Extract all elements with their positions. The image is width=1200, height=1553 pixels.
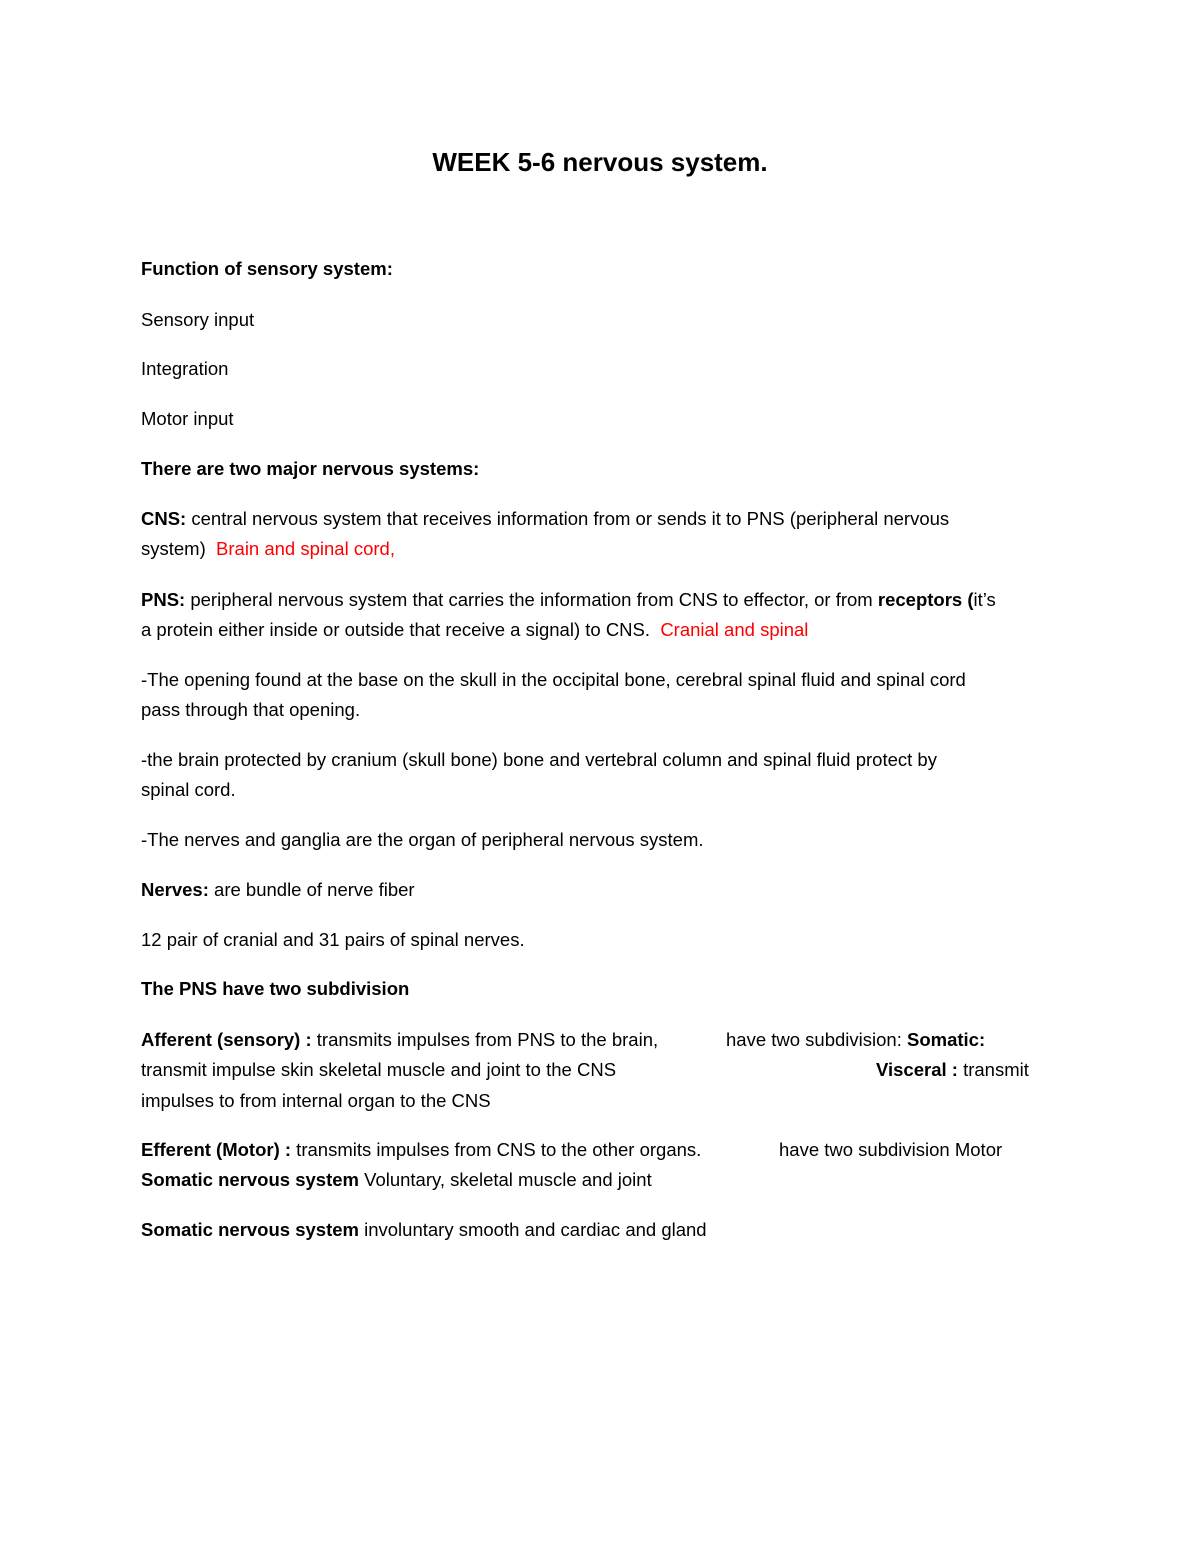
opening-paragraph-line: pass through that opening. (141, 699, 361, 720)
somatic-system-term: Somatic nervous system (141, 1169, 359, 1190)
nerves-paragraph (141, 875, 415, 905)
pairs-paragraph: 12 pair of cranial and 31 pairs of spinal nerves. (141, 929, 525, 950)
efferent-text: transmits impulses from CNS to the other organs. (291, 1139, 702, 1160)
organs-paragraph: -The nerves and ganglia are the organ of peripheral nervous system. (141, 829, 704, 850)
sensory-item: Sensory input (141, 309, 255, 330)
cns-term: CNS: (141, 508, 187, 529)
pns-text: peripheral nervous system that carries the information from CNS to effector, or from (185, 589, 878, 610)
afferent-text: transmits impulses from PNS to the brain, (311, 1029, 659, 1050)
efferent-paragraph-line (141, 1135, 701, 1165)
visceral-term: Visceral : (876, 1059, 958, 1080)
afferent-term: Afferent (sensory) : (141, 1029, 312, 1050)
cns-text: central nervous system that receives information from or sends it to PNS (peripheral nervous (186, 508, 950, 529)
pns-subdivision-heading: The PNS have two subdivision (141, 978, 410, 999)
pns-text: a protein either inside or outside that receive a signal) to CNS. (141, 619, 651, 640)
pns-highlight: Cranial and spinal (660, 619, 809, 640)
afferent-paragraph-line: impulses to from internal organ to the CNS (141, 1090, 491, 1111)
pns-paragraph-line (141, 585, 996, 615)
cns-paragraph-line (141, 504, 949, 534)
efferent-term: Efferent (Motor) : (141, 1139, 292, 1160)
afferent-sub: have two subdivision: (726, 1029, 907, 1050)
visceral-text: transmit (957, 1059, 1029, 1080)
somatic-term: Somatic: (907, 1029, 986, 1050)
afferent-paragraph-line (726, 1025, 985, 1055)
afferent-paragraph-line (876, 1055, 1029, 1085)
protected-paragraph-line: -the brain protected by cranium (skull bone) bone and vertebral column and spinal fluid protect by (141, 749, 937, 770)
somatic-paragraph (141, 1215, 707, 1245)
pns-text: it’s (973, 589, 996, 610)
cns-paragraph-line (141, 534, 395, 564)
nerves-term: Nerves: (141, 879, 209, 900)
somatic-system-term: Somatic nervous system (141, 1219, 359, 1240)
opening-paragraph-line: -The opening found at the base on the skull in the occipital bone, cerebral spinal fluid and spinal cord (141, 669, 966, 690)
sensory-item: Integration (141, 358, 229, 379)
major-heading: There are two major nervous systems: (141, 458, 480, 479)
protected-paragraph-line: spinal cord. (141, 779, 236, 800)
pns-paragraph-line (141, 615, 808, 645)
nerves-text: are bundle of nerve fiber (208, 879, 415, 900)
efferent-paragraph-line: have two subdivision Motor (779, 1139, 1003, 1160)
sensory-heading: Function of sensory system: (141, 258, 393, 279)
afferent-paragraph-line: transmit impulse skin skeletal muscle and joint to the CNS (141, 1059, 617, 1080)
efferent-paragraph-line (141, 1165, 652, 1195)
receptors-term: receptors ( (877, 589, 974, 610)
page-title: WEEK 5-6 nervous system. (432, 147, 768, 177)
cns-highlight: Brain and spinal cord, (216, 538, 395, 559)
somatic-system-text: involuntary smooth and cardiac and gland (358, 1219, 707, 1240)
pns-term: PNS: (141, 589, 186, 610)
sensory-item: Motor input (141, 408, 234, 429)
afferent-paragraph-line (141, 1025, 658, 1055)
cns-text: system) (141, 538, 206, 559)
somatic-system-text: Voluntary, skeletal muscle and joint (358, 1169, 652, 1190)
